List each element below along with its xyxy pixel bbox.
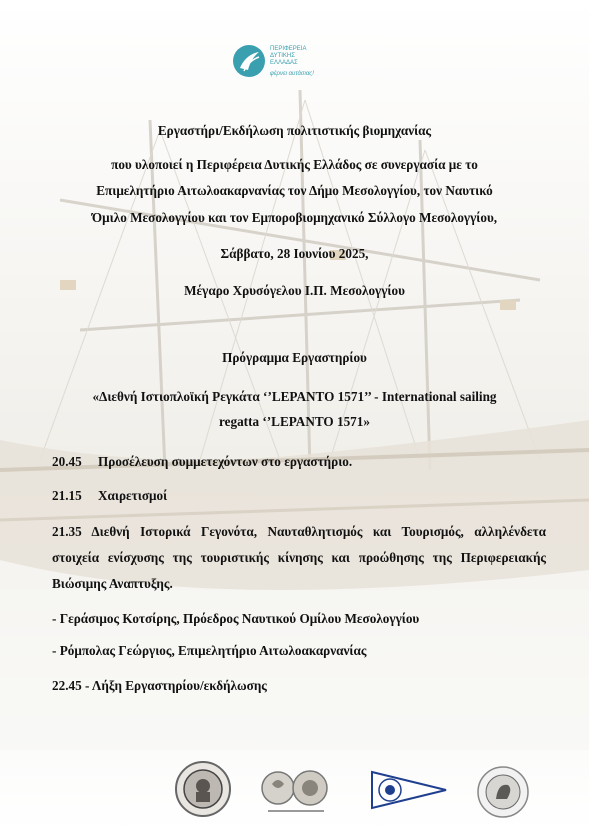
closing-item: 22.45 - Λήξη Εργαστηρίου/εκδήλωσης — [52, 678, 267, 693]
speaker-2: - Ρόμπολας Γεώργιος, Επιμελητήριο Αιτωλοακαρνανίας — [52, 643, 367, 658]
intro-line-3: Όμιλο Μεσολογγίου και τον Εμποροβιομηχανικό Σύλλογο Μεσολογγίου, — [91, 210, 498, 225]
intro-line-2: Επιμελητήριο Αιτωλοακαρνανίας τον Δήμο Μεσολογγίου, τον Ναυτικό — [96, 183, 493, 198]
program-item — [52, 485, 546, 507]
program-item-time: 21.15 — [52, 488, 82, 503]
program-item — [52, 519, 546, 597]
program-heading: Πρόγραμμα Εργαστηρίου — [222, 350, 367, 365]
municipality-seal-icon — [174, 760, 232, 818]
event-name-line-1: «Διεθνή Ιστιοπλοϊκή Ρεγκάτα ‘’LEPANTO 1571’’ - International sailing — [92, 389, 497, 404]
program-item-time: 20.45 — [52, 454, 82, 469]
program-item-text: Διεθνή Ιστορικά Γεγονότα, Ναυταθλητισμός και Τουρισμός, αλληλένδετα στοιχεία ενίσχυσης της τουριστικής κίνησης και προώθησης της Περιφερειακής Βιώσιμης Αναπτυξης. — [52, 524, 546, 591]
trade-association-medallion-icon — [476, 765, 530, 819]
nautical-club-pennant-icon — [370, 770, 448, 810]
logo-line-2: ΔΥΤΙΚΗΣ — [270, 53, 295, 59]
event-date: Σάββατο, 28 Ιουνίου 2025, — [220, 246, 369, 261]
logo-line-3: ΕΛΛΑΔΑΣ — [270, 60, 298, 66]
logo-slogan: φέρνει αυτάσιας! — [270, 71, 314, 77]
region-emblem-icon — [232, 44, 266, 78]
intro-line-1: που υλοποιεί η Περιφέρεια Δυτικής Ελλάδος σε συνεργασία με το — [111, 157, 478, 172]
logo-line-1: ΠΕΡΙΦΕΡΕΙΑ — [270, 46, 307, 52]
event-venue: Μέγαρο Χρυσόγελου Ι.Π. Μεσολογγίου — [184, 283, 405, 298]
event-name-line-2: regatta ‘’LEPANTO 1571» — [219, 414, 370, 429]
program-item-text: Προσέλευση συμμετεχόντων στο εργαστήριο. — [98, 454, 353, 469]
region-logo — [232, 44, 336, 90]
chamber-coins-icon — [258, 766, 334, 816]
document-title: Εργαστήρι/Εκδήλωση πολιτιστικής βιομηχανίας — [157, 123, 432, 138]
logo-text — [270, 46, 306, 67]
program-item-time: 21.35 — [52, 524, 82, 539]
program-item — [52, 451, 546, 473]
speaker-1: - Γεράσιμος Κοτσίρης, Πρόεδρος Ναυτικού Ομίλου Μεσολογγίου — [52, 611, 420, 626]
program-item-text: Χαιρετισμοί — [98, 488, 168, 503]
